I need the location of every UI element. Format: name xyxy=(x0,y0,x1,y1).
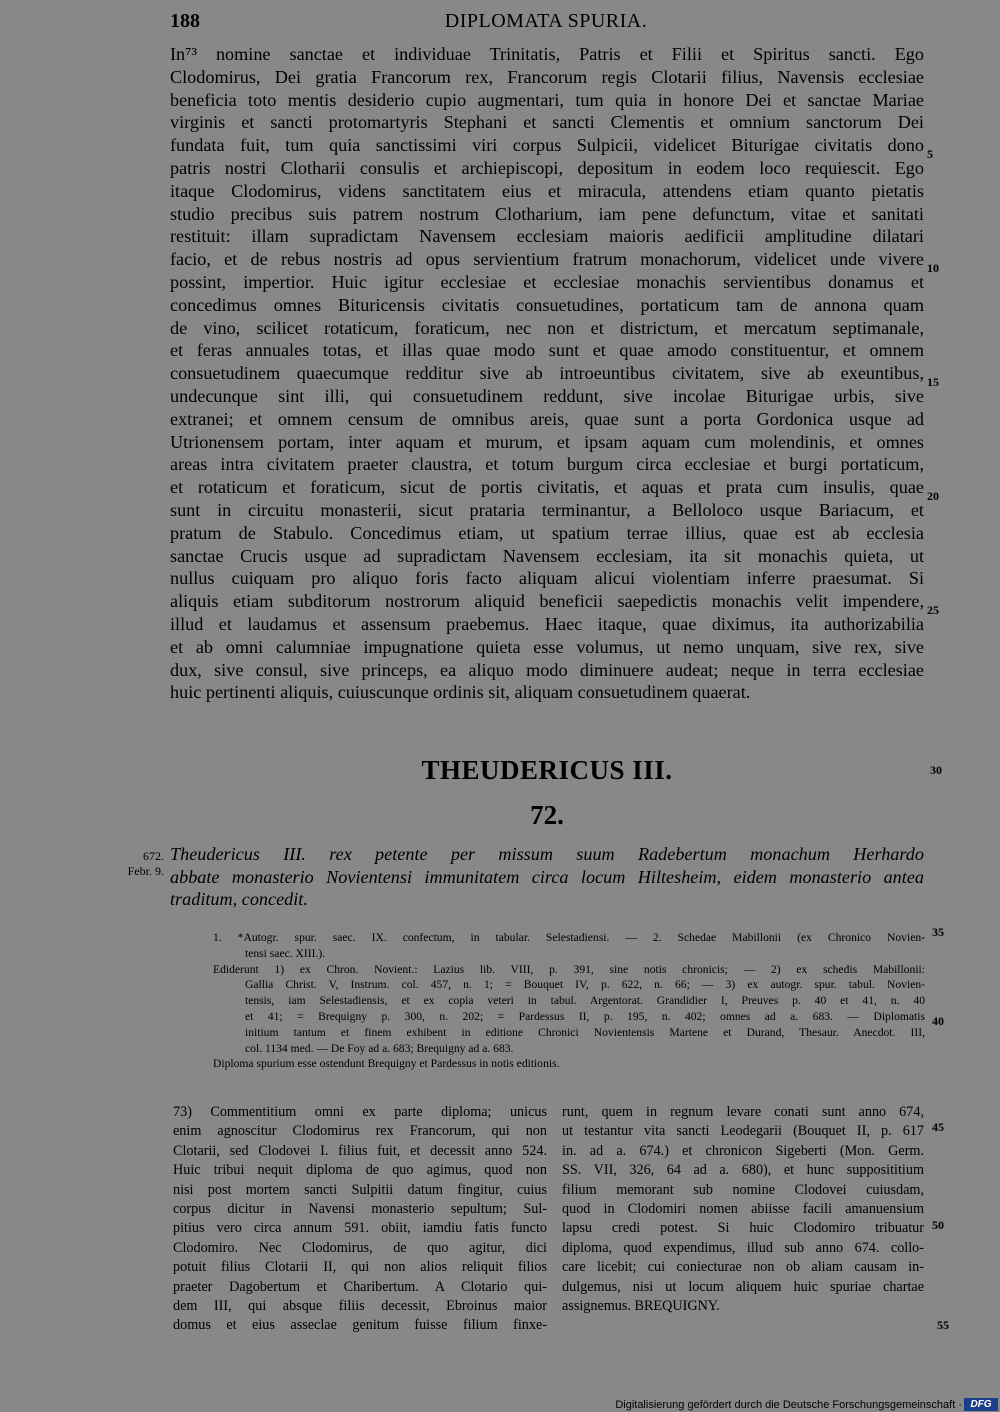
line-number: 15 xyxy=(927,375,939,389)
note-line: et 41; = Brequigny p. 300, n. 202; = Pardessus II, p. 195, n. 402; omnes ad a. 683. — Diplomatis xyxy=(245,1009,925,1023)
date-year: 672. xyxy=(143,849,164,863)
line-number: 50 xyxy=(932,1218,944,1232)
summary-line: abbate monasterio Novientensi immunitatem circa locum Hiltesheim, eidem monasterio antea xyxy=(170,866,924,887)
text-line: itaque Clodomirus, videns sanctitatem eius et miracula, attendens etiam quanto pietatis xyxy=(170,180,924,201)
footnote-line: nisi post mortem sancti Sulpitii datum fingitur, cuius xyxy=(173,1181,547,1198)
text-line: pratum de Stabulo. Concedimus etiam, ut spatium terrae illius, quae est ab ecclesia xyxy=(170,522,924,543)
footnote-line: runt, quem in regnum levare conati sunt anno 674, xyxy=(562,1104,924,1120)
text-line: fundata fuit, tum quia sanctissimi viri corpus Sulpicii, videlicet Biturigae civitatis dono xyxy=(170,135,924,156)
line-number: 25 xyxy=(927,603,939,617)
funding-bar xyxy=(0,1398,1000,1412)
note-line: tensis, iam Selestadiensis, et ex copia veteri in tabul. Argentorat. Grandidier I, Preuves p. 40 et 41, n. 40 xyxy=(245,994,925,1008)
text-line: et ab omni calumniae impugnatione quieta esse volumus, ut nemo unquam, sive rex, sive xyxy=(170,636,924,657)
text-line: de vino, scilicet rotaticum, foraticum, nec non et districtum, et mercatum septimanale, xyxy=(170,317,924,338)
text-line: Clodomirus, Dei gratia Francorum rex, Francorum regis Clotarii filius, Navensis ecclesiae xyxy=(170,66,924,87)
text-line: In⁷³ nomine sanctae et individuae Trinitatis, Patris et Filii et Spiritus sancti. Ego xyxy=(170,44,924,64)
note-line: Gallia Christ. V, Instrum. col. 457, n. 1; = Bouquet IV, p. 622, n. 66; — 3) ex autogr. spur. tabul. Novien- xyxy=(245,978,925,992)
text-line: virginis et sancti protomartyris Stephani et sancti Clementis et omnium sanctorum Dei xyxy=(170,112,924,133)
footnote-line: Clotarii, sed Clodovei I. filius fuit, et decessit anno 524. xyxy=(173,1142,547,1159)
text-line: dux, sive consul, sive princeps, ea aliquo modo diminuere audeat; neque in terra ecclesiae xyxy=(170,659,924,680)
editorial-notes xyxy=(213,930,925,1072)
footnote-line: enim agnoscitur Clodomirus rex Francorum, qui non xyxy=(173,1123,547,1140)
text-line: et rotaticum et foraticum, sicut de portis civitatis, et aquas et prata cum insulis, quae xyxy=(170,477,924,498)
text-line: concedimus omnes Bituricensis civitatis consuetudines, portaticum tam de annona quam xyxy=(170,294,924,315)
footnote-line: assignemus. BREQUIGNY. xyxy=(562,1297,720,1314)
footnote-line: 73) Commentitium omni ex parte diploma; unicus xyxy=(173,1104,547,1120)
section-heading-king: THEUDERICUS III. xyxy=(421,755,673,785)
text-line: aliquis etiam subditorum nostrorum aliquid beneficii saepedictis monachis velit impendere, xyxy=(170,591,924,612)
page-header xyxy=(170,10,922,34)
text-line: et feras annuales totas, et illas quae modo sunt et quae amodo constituentur, et omnem xyxy=(170,340,924,361)
footnote-line: Clodomiro. Nec Clodomirus, de quo agitur, dici xyxy=(173,1239,547,1256)
line-number: 10 xyxy=(927,261,939,275)
footnote-line: filium memorant sub nomine Clodovei cuiusdam, xyxy=(562,1181,924,1198)
text-line: beneficia toto mentis desiderio cupio augmentari, tum quia in honore Dei et sanctae Mariae xyxy=(170,89,924,110)
note-line: initium tantum et finem exhibent in editione Chronici Novientensis Martene et Durand, Thesaur. Anecdot. III, xyxy=(245,1025,925,1039)
note-line: 1. *Autogr. spur. saec. IX. confectum, in tabular. Selestadiensi. — 2. Schedae Mabillonii (ex Chronico Novien- xyxy=(213,931,925,944)
text-line: Utrionensem portam, inter aquam et murum, et ipsam aquam cum molendinis, et omnes xyxy=(170,431,924,452)
footnote-line: domus et eius asseclae genitum fuisse filium finxe- xyxy=(173,1317,547,1334)
line-number: 40 xyxy=(932,1014,944,1028)
line-number: 55 xyxy=(937,1318,949,1332)
footnote-line: care licebit; cui coniecturae non ob aliam causam in- xyxy=(562,1259,924,1276)
footnote-line: dulgemus, nisi ut locum aliquem huic spuriae chartae xyxy=(562,1278,924,1295)
footnote-line: praeter Dagobertum et Charibertum. A Clotario qui- xyxy=(173,1278,547,1295)
line-number: 20 xyxy=(927,489,939,503)
note-line: tensi saec. XIII.). xyxy=(245,946,326,960)
footnote-line: diploma, quod expendimus, illud sub anno 674. collo- xyxy=(562,1239,924,1256)
text-line: undecunque sint illi, qui consuetudinem reddunt, sive incolae Biturigae urbis, sive xyxy=(170,385,924,406)
line-number: 35 xyxy=(932,925,944,939)
text-line: sanctae Crucis usque ad supradictam Navensem ecclesiam, ita sit monachis quieta, ut xyxy=(170,545,924,566)
line-number: 5 xyxy=(927,147,933,161)
text-line: studio precibus suis patrem nostrum Clotharium, iam pene defunctum, vitae et sanitati xyxy=(170,203,924,224)
note-line: Ediderunt 1) ex Chron. Novient.: Lazius lib. VIII, p. 391, sine notis chronicis; — 2) ex schedis Mabillonii: xyxy=(213,962,925,976)
running-title: DIPLOMATA SPURIA. xyxy=(444,10,648,32)
text-line: consuetudinem quaecumque redditur sive ab introeuntibus civitatem, sive ab exeuntibus, xyxy=(170,363,924,384)
funding-notice: Digitalisierung gefördert durch die Deutsche Forschungsgemeinschaft · xyxy=(615,1399,962,1411)
footnote-line: corpus dicitur in Navensi monasterio sepultum; Sul- xyxy=(173,1200,547,1217)
footnote-right-column xyxy=(562,1103,924,1316)
date-day: Febr. 9. xyxy=(127,864,164,878)
footnote-line: quod in Clodomiri nomen abiisse facili amanuensium xyxy=(562,1200,924,1217)
text-line: illud et laudamus et assensum praebemus. Haec itaque, quae diximus, ita authorizabilia xyxy=(170,613,924,634)
text-line: restituit: illam supradictam Navensem ecclesiam maioris aedificii amplitudine dilatari xyxy=(170,226,924,247)
document-summary xyxy=(170,843,924,911)
charter-text xyxy=(170,43,924,704)
summary-line: Theudericus III. rex petente per missum suum Radebertum monachum Herhardo xyxy=(170,844,924,864)
text-line: nullus cuiquam pro aliquo foris facto aliquam alicui violentiam inferre praesumat. Si xyxy=(170,568,924,589)
footnote-line: ut testantur vita sancti Leodegarii (Bouquet II, p. 617 xyxy=(562,1123,924,1140)
text-line: areas intra civitatem praeter claustra, et totum burgum circa ecclesiae et burgi portaticum, xyxy=(170,454,924,475)
page-number: 188 xyxy=(170,10,200,32)
dfg-logo: DFG xyxy=(964,1398,998,1411)
text-line: patris nostri Clotharii consulis et archiepiscopi, depositum in eodem loco requiescit. Ego xyxy=(170,157,924,178)
footnote-line: in. ad a. 674.) et chronicon Sigeberti (Mon. Germ. xyxy=(562,1142,924,1159)
footnote-line: Huic tribui nequit diploma de quo agimus, quod non xyxy=(173,1162,547,1179)
text-line: huic pertinenti aliquis, cuiuscunque ordinis sit, aliquam consuetudinem quaerat. xyxy=(170,682,751,703)
footnote-line: potuit filius Clotarii II, qui non alios reliquit filios xyxy=(173,1259,547,1276)
footnote-left-column xyxy=(173,1103,547,1336)
section-heading-number: 72. xyxy=(530,800,564,830)
line-number: 45 xyxy=(932,1120,944,1134)
footnote-line: SS. VII, 326, 64 ad a. 680), et hunc supposititium xyxy=(562,1162,924,1179)
summary-line: traditum, concedit. xyxy=(170,889,308,909)
note-line: col. 1134 med. — De Foy ad a. 683; Brequigny ad a. 683. xyxy=(245,1041,514,1055)
text-line: extranei; et omnem censum de omnibus areis, quae sunt a porta Gordonica usque ad xyxy=(170,408,924,429)
text-line: facio, et de rebus nostris ad opus servientium fratrum monachorum, videlicet unde vivere xyxy=(170,249,924,270)
text-line: sunt in circuitu monasterii, sicut prataria terminantur, a Belloloco usque Bariacum, et xyxy=(170,499,924,520)
footnote-line: lapsu credi potest. Si huic Clodomiro tribuatur xyxy=(562,1220,924,1237)
line-number: 30 xyxy=(930,763,942,777)
text-line: possint, impertior. Huic igitur ecclesiae et ecclesiae monachis servientibus donamus et xyxy=(170,271,924,292)
note-line: Diploma spurium esse ostendunt Brequigny et Pardessus in notis editionis. xyxy=(213,1057,560,1071)
footnote-line: pitius vero circa annum 591. obiit, iamdiu fatis functo xyxy=(173,1220,547,1237)
footnote-line: dem III, qui absque filiis decessit, Ebroinus maior xyxy=(173,1297,547,1314)
